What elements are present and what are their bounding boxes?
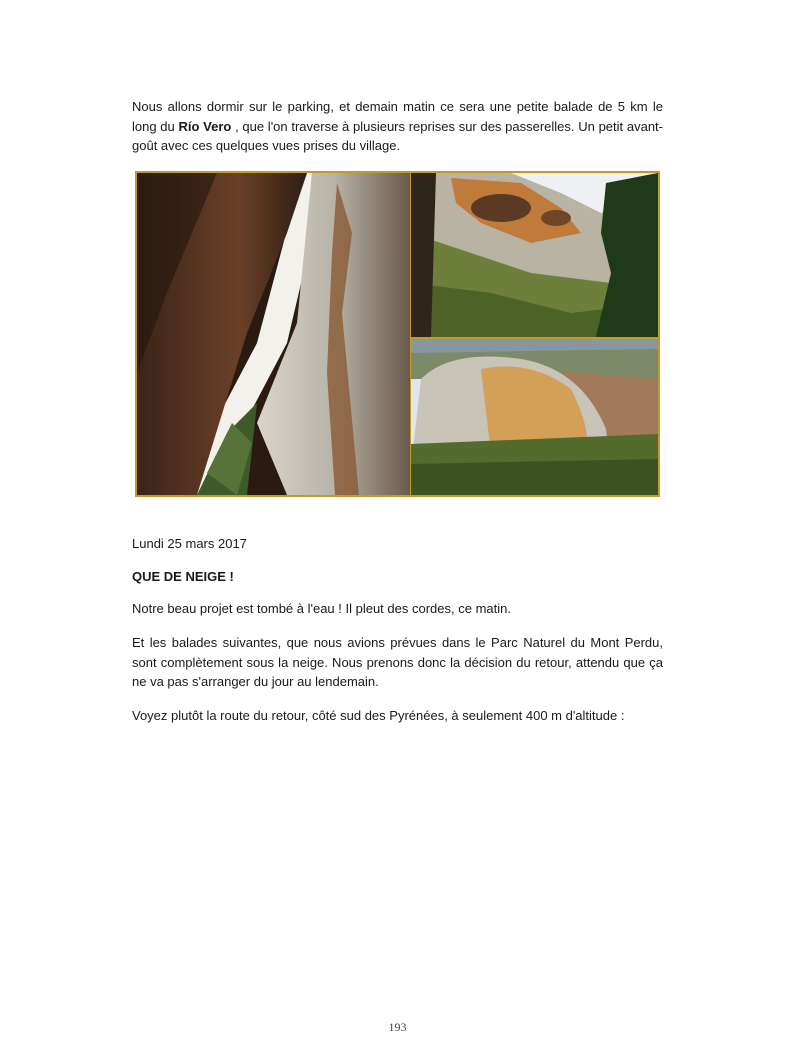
page-number: 193: [388, 1020, 407, 1034]
intro-paragraph: [132, 97, 663, 156]
photo-gorge-rock-wall: [137, 173, 410, 495]
river-name: Río Vero: [178, 118, 232, 134]
photo-icon: [411, 339, 658, 495]
paragraph-rain: Notre beau projet est tombé à l'eau ! Il pleut des cordes, ce matin.: [132, 601, 511, 616]
photo-icon: [137, 173, 410, 495]
photo-rock-dome: [411, 339, 658, 495]
intro-text-start: Nous allons dormir sur le parking, et demain matin ce sera une petite balade de 5 km le long du: [132, 99, 663, 134]
date-line: Lundi 25 mars 2017: [132, 536, 247, 551]
section-heading: QUE DE NEIGE !: [132, 569, 234, 584]
photo-icon: [411, 173, 658, 337]
paragraph-snow: Et les balades suivantes, que nous avions prévues dans le Parc Naturel du Mont Perdu, sont complètement sous la neige. Nous prenons donc la décision du retour, attendu que ça ne va pas s'arranger du jour au lendemain.: [132, 635, 663, 689]
intro-text-end: , que l'on traverse à plusieurs reprises sur des passerelles. Un petit avant-goût avec ces quelques vues prises du village.: [132, 118, 663, 153]
photo-canyon-view: [411, 173, 658, 337]
photo-collage: [135, 171, 660, 497]
paragraph-route: Voyez plutôt la route du retour, côté sud des Pyrénées, à seulement 400 m d'altitude :: [132, 708, 625, 723]
